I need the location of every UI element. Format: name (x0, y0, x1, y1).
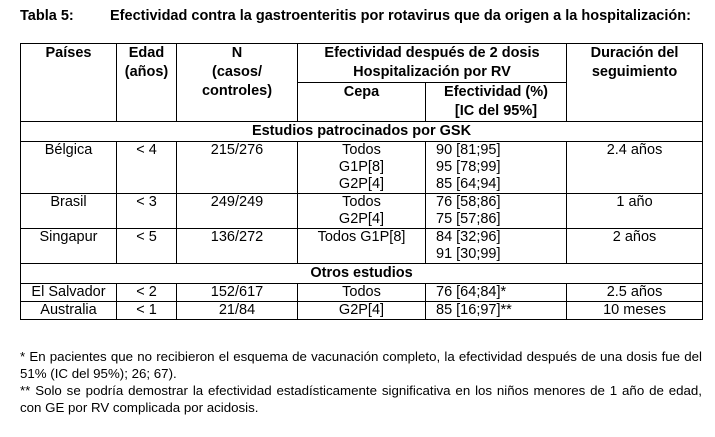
footnote-1: * En pacientes que no recibieron el esquema de vacunación completo, la efectividad después de una dosis fue del 51% (IC del 95%); 26; 67). (20, 349, 702, 381)
age-cell: < 5 (117, 229, 177, 264)
effectiveness-cell: 76 [64;84]* (426, 284, 567, 302)
followup-cell: 2.5 años (567, 284, 703, 302)
header-effectiveness-ci: Efectividad (%) [IC del 95%] (426, 83, 567, 122)
effectiveness-cell: 90 [81;95] 95 [78;99] 85 [64;94] (426, 142, 567, 194)
country-cell: Bélgica (21, 142, 117, 194)
country-cell: Australia (21, 302, 117, 320)
country-cell: El Salvador (21, 284, 117, 302)
n-cell: 136/272 (177, 229, 298, 264)
header-countries: Países (21, 44, 117, 122)
table-row-belgica (21, 142, 703, 194)
table-title: Efectividad contra la gastroenteritis por rotavirus que da origen a la hospitalización: (110, 8, 691, 24)
header-effectiveness: Efectividad después de 2 dosis Hospitalización por RV (298, 44, 567, 83)
followup-cell: 2.4 años (567, 142, 703, 194)
n-cell: 152/617 (177, 284, 298, 302)
header-followup: Duración del seguimiento (567, 44, 703, 122)
age-cell: < 3 (117, 194, 177, 229)
header-strain: Cepa (298, 83, 426, 122)
followup-cell: 2 años (567, 229, 703, 264)
effectiveness-cell: 84 [32;96] 91 [30;99] (426, 229, 567, 264)
country-cell: Brasil (21, 194, 117, 229)
table-footnotes (20, 348, 702, 416)
age-cell: < 2 (117, 284, 177, 302)
table-row-singapur (21, 229, 703, 264)
country-cell: Singapur (21, 229, 117, 264)
table-row-australia (21, 302, 703, 320)
effectiveness-cell: 76 [58;86] 75 [57;86] (426, 194, 567, 229)
header-age: Edad (años) (117, 44, 177, 122)
table-row-el-salvador (21, 284, 703, 302)
effectiveness-cell: 85 [16;97]** (426, 302, 567, 320)
n-cell: 21/84 (177, 302, 298, 320)
section-title-other: Otros estudios (21, 264, 703, 284)
strain-cell: Todos G2P[4] (298, 194, 426, 229)
followup-cell: 1 año (567, 194, 703, 229)
age-cell: < 4 (117, 142, 177, 194)
strain-cell: G2P[4] (298, 302, 426, 320)
section-title-gsk: Estudios patrocinados por GSK (21, 122, 703, 142)
strain-cell: Todos (298, 284, 426, 302)
effectiveness-table (20, 43, 703, 320)
table-number: Tabla 5: (20, 8, 74, 24)
age-cell: < 1 (117, 302, 177, 320)
table-row-brasil (21, 194, 703, 229)
strain-cell: Todos G1P[8] (298, 229, 426, 264)
strain-cell: Todos G1P[8] G2P[4] (298, 142, 426, 194)
header-n: N (casos/ controles) (177, 44, 298, 122)
table-caption (20, 8, 702, 24)
n-cell: 215/276 (177, 142, 298, 194)
n-cell: 249/249 (177, 194, 298, 229)
footnote-2: ** Solo se podría demostrar la efectividad estadísticamente significativa en los niños menores de 1 año de edad, con GE por RV complicada por acidosis. (20, 383, 702, 415)
followup-cell: 10 meses (567, 302, 703, 320)
